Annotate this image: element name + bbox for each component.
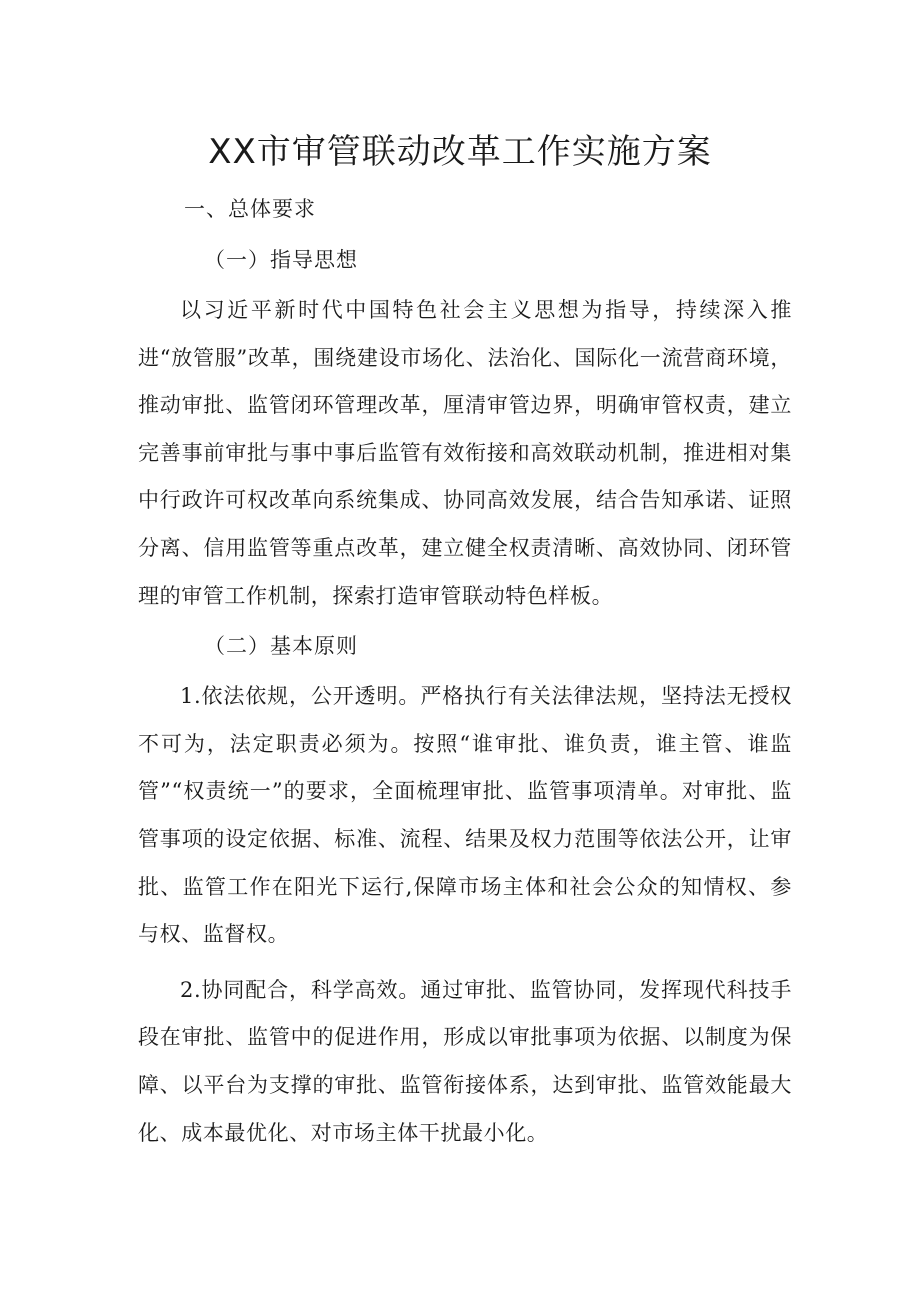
paragraph-principle-1: 1.依法依规，公开透明。严格执行有关法律法规，坚持法无授权不可为，法定职责必须为。按照“谁审批、谁负责，谁主管、谁监管”“权责统一”的要求，全面梳理审批、监管事项清单。对审批、监管事项的设定依据、标准、流程、结果及权力范围等依法公开，让审批、监管工作在阳光下运行,保障市场主体和社会公众的知情权、参与权、监督权。 — [138, 684, 792, 947]
subsection-heading-basic-principles: （二）基本原则 — [204, 634, 358, 659]
document-body — [138, 186, 792, 1157]
document-title: XX市审管联动改革工作实施方案 — [208, 132, 712, 172]
paragraph-guiding-ideology: 以习近平新时代中国特色社会主义思想为指导，持续深入推进“放管服”改革，围绕建设市场化、法治化、国际化一流营商环境，推动审批、监管闭环管理改革，厘清审管边界，明确审管权责，建立完善事前审批与事中事后监管有效衔接和高效联动机制，推进相对集中行政许可权改革向系统集成、协同高效发展，结合告知承诺、证照分离、信用监管等重点改革，建立健全权责清晰、高效协同、闭环管理的审管工作机制，探索打造审管联动特色样板。 — [138, 298, 792, 608]
section-heading-overall-requirements: 一、总体要求 — [184, 197, 316, 221]
paragraph-principle-2: 2.协同配合，科学高效。通过审批、监管协同，发挥现代科技手段在审批、监管中的促进作用，形成以审批事项为依据、以制度为保障、以平台为支撑的审批、监管衔接体系，达到审批、监管效能最大化、成本最优化、对市场主体干扰最小化。 — [138, 977, 792, 1145]
subsection-heading-guiding-ideology: （一）指导思想 — [204, 248, 358, 272]
